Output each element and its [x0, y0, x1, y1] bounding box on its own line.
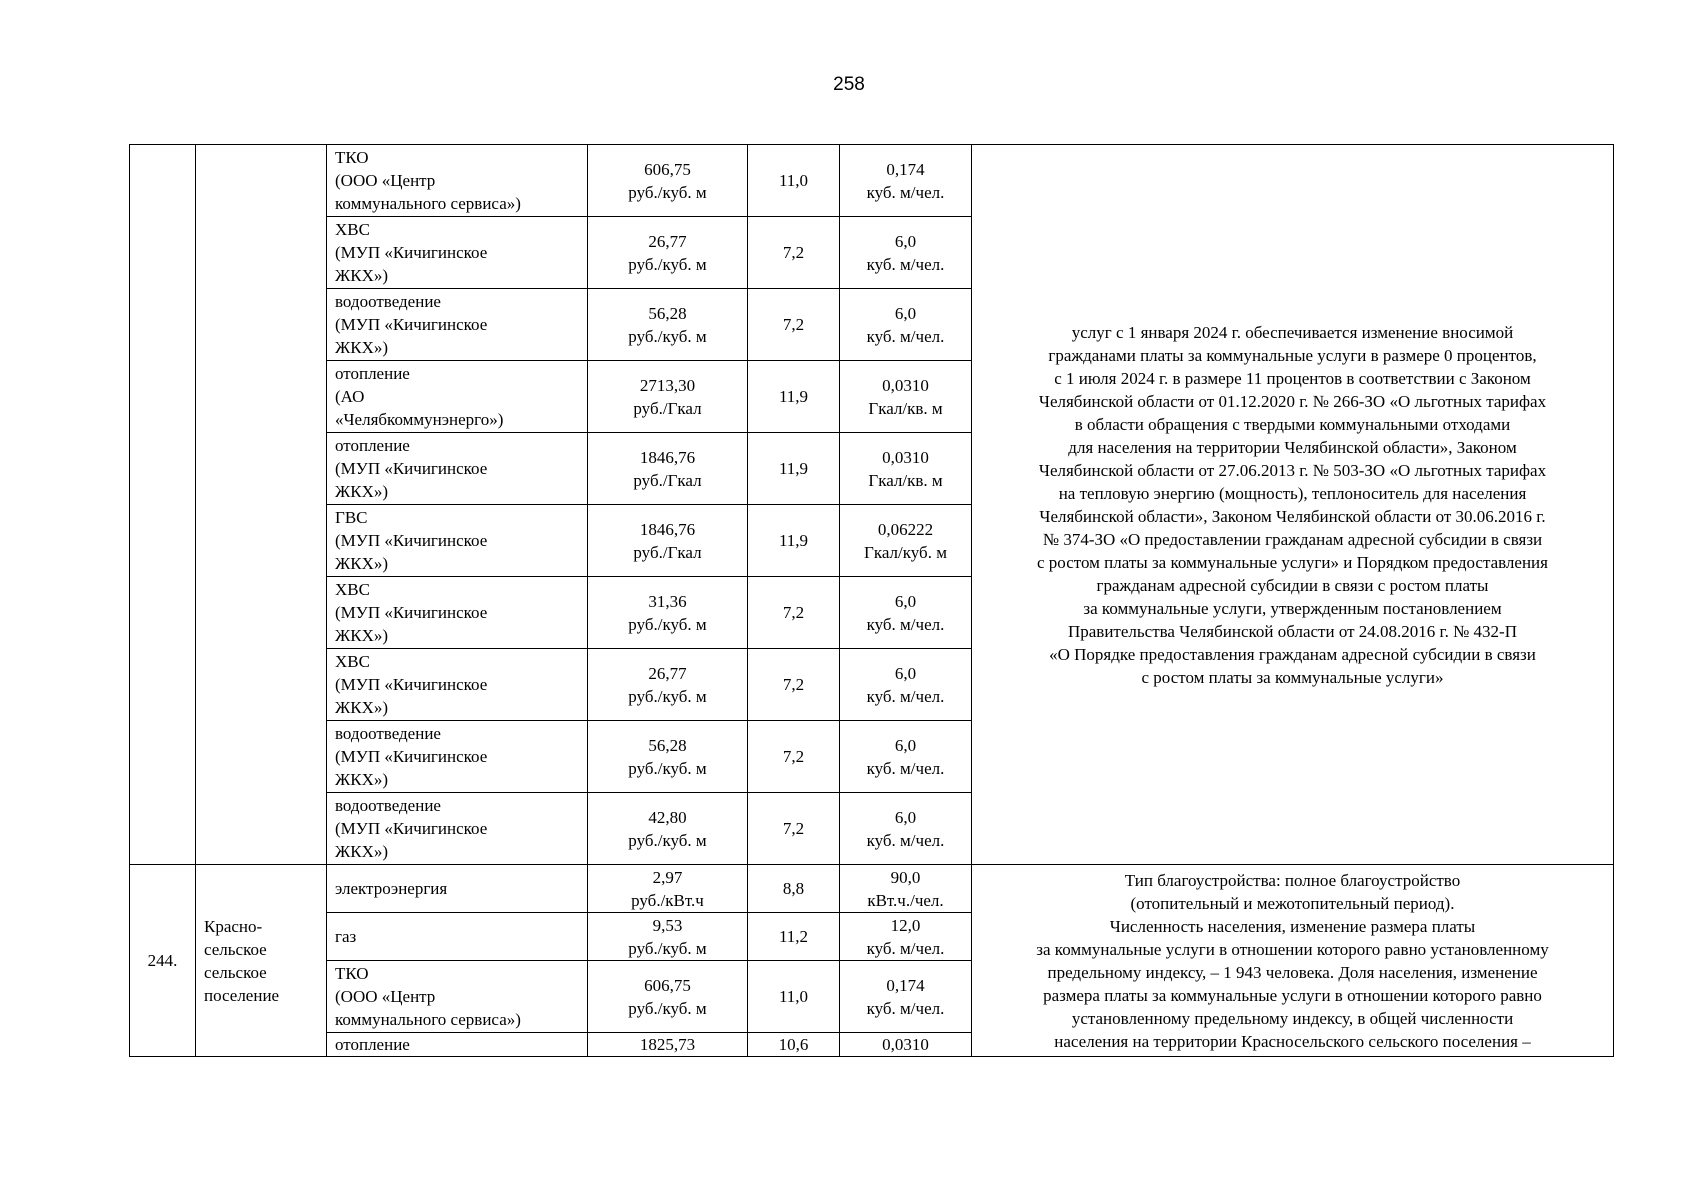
index-cell: 7,2 — [748, 649, 840, 721]
service-cell: газ — [327, 913, 588, 961]
note-cell: услуг с 1 января 2024 г. обеспечивается изменение вносимой гражданами платы за коммунальные услуги в размере 0 процентов, с 1 июля 2024 г. в размере 11 процентов в соответствии с Законом Челябинской области от 01.12.2020 г. № 266-ЗО «О льготных тарифах в области обращения с твердыми коммунальными отходами для населения на территории Челябинской области», Законом Челябинской области от 27.06.2013 г. № 503-ЗО «О льготных тарифах на тепловую энергию (мощность), теплоноситель для населения Челябинской области», Законом Челябинской области от 30.06.2016 г. № 374-ЗО «О предоставлении гражданам адресной субсидии в связи с ростом платы за коммунальные услуги» и Порядком предоставления гражданам адресной субсидии в связи с ростом платы за коммунальные услуги, утвержденным постановлением Правительства Челябинской области от 24.08.2016 г. № 432-П «О Порядке предоставления гражданам адресной субсидии в связи с ростом платы за коммунальные услуги» — [972, 145, 1614, 865]
tariff-table — [129, 144, 1614, 1057]
index-cell: 8,8 — [748, 865, 840, 913]
norm-cell: 0,06222 Гкал/куб. м — [840, 505, 972, 577]
tariff-cell: 56,28 руб./куб. м — [588, 289, 748, 361]
norm-cell: 0,0310 — [840, 1033, 972, 1057]
tariff-cell: 2,97 руб./кВт.ч — [588, 865, 748, 913]
norm-cell: 12,0 куб. м/чел. — [840, 913, 972, 961]
service-cell: водоотведение (МУП «Кичигинское ЖКХ») — [327, 289, 588, 361]
norm-cell: 0,0310 Гкал/кв. м — [840, 361, 972, 433]
index-cell: 11,2 — [748, 913, 840, 961]
tariff-cell: 26,77 руб./куб. м — [588, 217, 748, 289]
table-row — [130, 865, 1614, 913]
service-cell: водоотведение (МУП «Кичигинское ЖКХ») — [327, 793, 588, 865]
tariff-cell: 2713,30 руб./Гкал — [588, 361, 748, 433]
norm-cell: 6,0 куб. м/чел. — [840, 649, 972, 721]
service-cell: ХВС (МУП «Кичигинское ЖКХ») — [327, 217, 588, 289]
municipality-cell — [196, 145, 327, 865]
index-cell: 7,2 — [748, 217, 840, 289]
tariff-cell: 606,75 руб./куб. м — [588, 145, 748, 217]
norm-cell: 0,0310 Гкал/кв. м — [840, 433, 972, 505]
index-cell: 11,9 — [748, 505, 840, 577]
municipality-cell: Красно- сельское сельское поселение — [196, 865, 327, 1057]
index-cell: 11,0 — [748, 961, 840, 1033]
index-cell: 11,9 — [748, 433, 840, 505]
page-number: 258 — [833, 74, 865, 95]
norm-cell: 0,174 куб. м/чел. — [840, 961, 972, 1033]
tariff-cell: 31,36 руб./куб. м — [588, 577, 748, 649]
service-cell: электроэнергия — [327, 865, 588, 913]
service-cell: отопление (МУП «Кичигинское ЖКХ») — [327, 433, 588, 505]
note-cell: Тип благоустройства: полное благоустройство (отопительный и межотопительный период). Численность населения, изменение размера платы за коммунальные услуги в отношении которого равно установленному предельному индексу, – 1 943 человека. Доля населения, изменение размера платы за коммунальные услуги в отношении которого равно установленному предельному индексу, в общей численности населения на территории Красносельского сельского поселения – — [972, 865, 1614, 1057]
service-cell: отопление — [327, 1033, 588, 1057]
service-cell: отопление (АО «Челябкоммунэнерго») — [327, 361, 588, 433]
entry-number-cell: 244. — [130, 865, 196, 1057]
entry-number-cell — [130, 145, 196, 865]
service-cell: ТКО (ООО «Центр коммунального сервиса») — [327, 961, 588, 1033]
index-cell: 11,0 — [748, 145, 840, 217]
service-cell: ТКО (ООО «Центр коммунального сервиса») — [327, 145, 588, 217]
tariff-cell: 26,77 руб./куб. м — [588, 649, 748, 721]
index-cell: 7,2 — [748, 721, 840, 793]
norm-cell: 90,0 кВт.ч./чел. — [840, 865, 972, 913]
service-cell: водоотведение (МУП «Кичигинское ЖКХ») — [327, 721, 588, 793]
tariff-cell: 1825,73 — [588, 1033, 748, 1057]
index-cell: 7,2 — [748, 289, 840, 361]
service-cell: ГВС (МУП «Кичигинское ЖКХ») — [327, 505, 588, 577]
norm-cell: 6,0 куб. м/чел. — [840, 793, 972, 865]
norm-cell: 0,174 куб. м/чел. — [840, 145, 972, 217]
norm-cell: 6,0 куб. м/чел. — [840, 217, 972, 289]
tariff-cell: 42,80 руб./куб. м — [588, 793, 748, 865]
tariff-cell: 9,53 руб./куб. м — [588, 913, 748, 961]
service-cell: ХВС (МУП «Кичигинское ЖКХ») — [327, 649, 588, 721]
tariff-cell: 606,75 руб./куб. м — [588, 961, 748, 1033]
index-cell: 11,9 — [748, 361, 840, 433]
table-row — [130, 145, 1614, 217]
tariff-cell: 1846,76 руб./Гкал — [588, 433, 748, 505]
service-cell: ХВС (МУП «Кичигинское ЖКХ») — [327, 577, 588, 649]
norm-cell: 6,0 куб. м/чел. — [840, 721, 972, 793]
index-cell: 7,2 — [748, 577, 840, 649]
norm-cell: 6,0 куб. м/чел. — [840, 289, 972, 361]
tariff-cell: 1846,76 руб./Гкал — [588, 505, 748, 577]
index-cell: 10,6 — [748, 1033, 840, 1057]
index-cell: 7,2 — [748, 793, 840, 865]
norm-cell: 6,0 куб. м/чел. — [840, 577, 972, 649]
tariff-cell: 56,28 руб./куб. м — [588, 721, 748, 793]
